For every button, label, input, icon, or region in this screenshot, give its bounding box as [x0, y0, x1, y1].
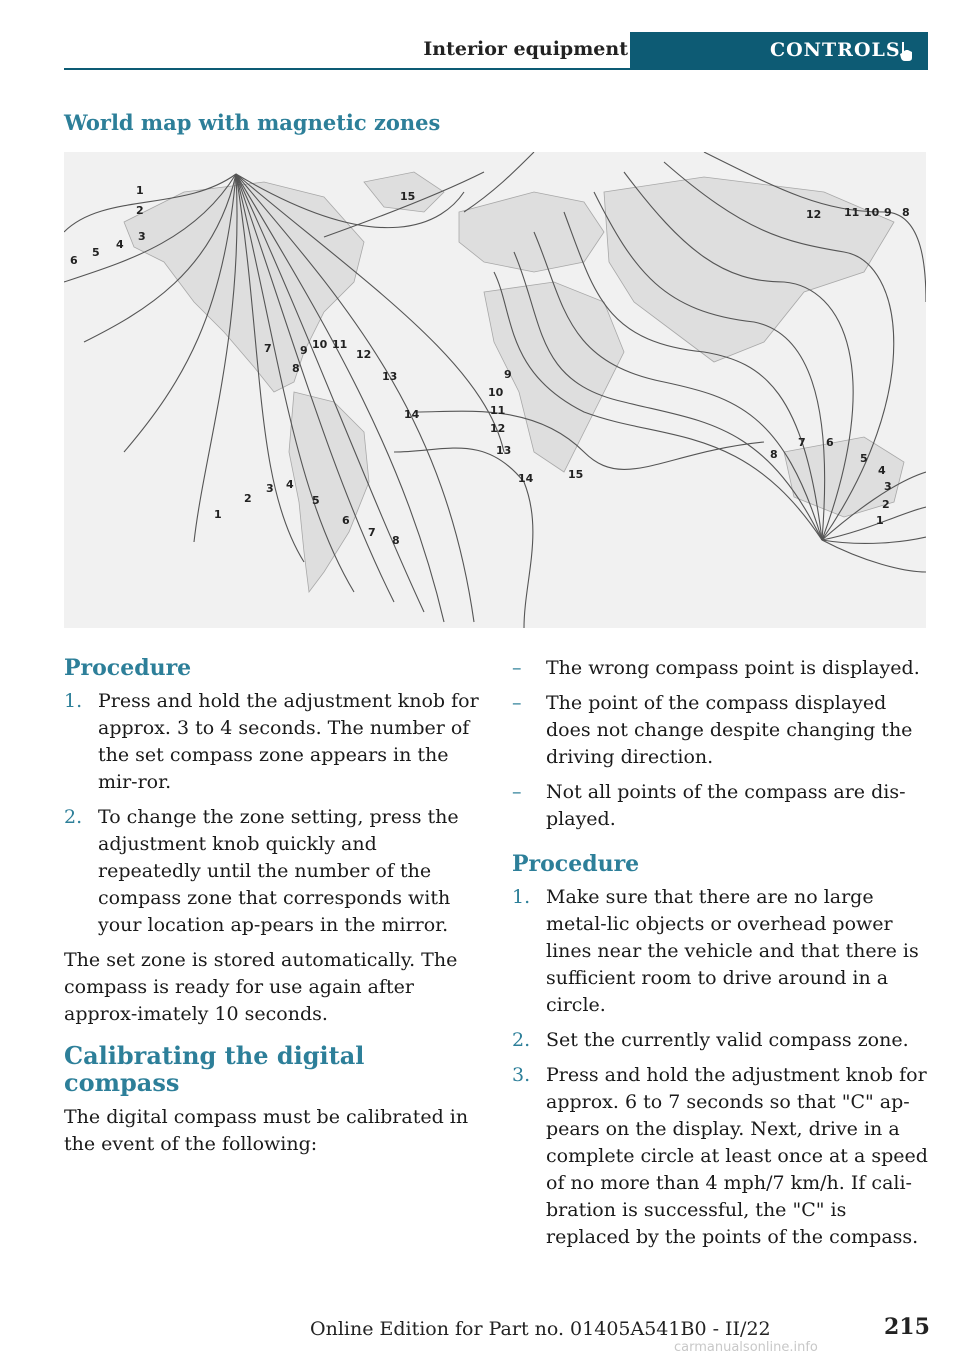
- zone-label: 13: [382, 370, 398, 383]
- zone-label: 14: [404, 408, 420, 421]
- zone-label: 13: [496, 444, 512, 457]
- zone-label: 5: [860, 452, 868, 465]
- dash-mark: –: [512, 781, 522, 803]
- zone-label: 15: [400, 190, 416, 203]
- world-map-figure: [64, 152, 926, 628]
- condition-text: Not all points of the compass are dis‐played.: [546, 781, 906, 830]
- procedure-step: [512, 1062, 930, 1251]
- procedure-heading: Procedure: [512, 851, 640, 877]
- right-column: [512, 655, 930, 1259]
- calibration-condition: [512, 779, 930, 833]
- procedure-heading: Procedure: [64, 655, 192, 681]
- zone-label: 8: [902, 206, 910, 219]
- zone-label: 2: [244, 492, 252, 505]
- page-header: [64, 32, 928, 70]
- zone-label: 8: [292, 362, 300, 375]
- step-number: 1.: [64, 690, 83, 712]
- magnetic-zone-world-map: [64, 152, 926, 628]
- calibrating-intro: The digital compass must be calibrated in the event of the following:: [64, 1106, 469, 1155]
- procedure-step: [64, 804, 482, 939]
- zone-label: 6: [826, 436, 834, 449]
- step-number: 1.: [512, 886, 531, 908]
- zone-label: 8: [392, 534, 400, 547]
- calibrating-heading: Calibrating the digital compass: [64, 1041, 365, 1097]
- zone-label: 4: [286, 478, 294, 491]
- dash-mark: –: [512, 692, 522, 714]
- page-heading: World map with magnetic zones: [64, 110, 441, 135]
- stored-zone-paragraph: The set zone is stored automatically. The compass is ready for use again after approx‐imately 10 seconds.: [64, 949, 458, 1025]
- pointing-hand-icon: [896, 40, 916, 62]
- header-section-title: Interior equipment: [423, 38, 628, 60]
- zone-label: 10: [864, 206, 880, 219]
- step-text: Set the currently valid compass zone.: [546, 1029, 909, 1051]
- zone-label: 1: [214, 508, 222, 521]
- step-number: 2.: [64, 806, 83, 828]
- zone-label: 11: [332, 338, 348, 351]
- zone-label: 4: [116, 238, 124, 251]
- zone-label: 2: [882, 498, 890, 511]
- zone-label: 12: [356, 348, 372, 361]
- header-rule: [64, 68, 928, 70]
- zone-label: 2: [136, 204, 144, 217]
- zone-label: 4: [878, 464, 886, 477]
- zone-label: 9: [300, 344, 308, 357]
- zone-label: 12: [490, 422, 506, 435]
- zone-label: 8: [770, 448, 778, 461]
- procedure-step: [512, 1027, 930, 1054]
- zone-label: 10: [312, 338, 328, 351]
- zone-label: 5: [312, 494, 320, 507]
- zone-label: 1: [876, 514, 884, 527]
- zone-label: 5: [92, 246, 100, 259]
- watermark: carmanualsonline.info: [674, 1340, 818, 1355]
- zone-label: 6: [342, 514, 350, 527]
- zone-label: 7: [264, 342, 272, 355]
- zone-label: 12: [806, 208, 822, 221]
- calibration-condition: [512, 655, 930, 682]
- zone-label: 3: [266, 482, 274, 495]
- footer-edition: Online Edition for Part no. 01405A541B0 - II/22: [310, 1318, 771, 1340]
- zone-label: 11: [844, 206, 860, 219]
- step-text: Press and hold the adjustment knob for approx. 3 to 4 seconds. The number of the set compass zone appears in the mir‐ror.: [98, 690, 479, 793]
- left-column: [64, 655, 482, 1166]
- zone-label: 14: [518, 472, 534, 485]
- condition-text: The wrong compass point is displayed.: [546, 657, 920, 679]
- header-tab-label: CONTROLS: [770, 39, 901, 61]
- step-text: To change the zone setting, press the adjustment knob quickly and repeatedly until the number of the compass zone that corresponds with your location ap‐pears in the mirror.: [98, 806, 459, 936]
- step-number: 2.: [512, 1029, 531, 1051]
- zone-label: 15: [568, 468, 584, 481]
- procedure-step: [64, 688, 482, 796]
- zone-label: 11: [490, 404, 506, 417]
- step-text: Make sure that there are no large metal‐lic objects or overhead power lines near the vehicle and that there is sufficient room to drive around in a circle.: [546, 886, 919, 1016]
- zone-label: 6: [70, 254, 78, 267]
- zone-label: 3: [138, 230, 146, 243]
- zone-label: 7: [368, 526, 376, 539]
- procedure-step: [512, 884, 930, 1019]
- step-text: Press and hold the adjustment knob for approx. 6 to 7 seconds so that "C" ap‐pears on the display. Next, drive in a complete circle at least once at a speed of no more than 4 mph/7 km/h. If cali‐bration is successful, the "C" is replaced by the points of the compass.: [546, 1064, 928, 1248]
- zone-label: 3: [884, 480, 892, 493]
- zone-label: 10: [488, 386, 504, 399]
- zone-label: 1: [136, 184, 144, 197]
- calibration-condition: [512, 690, 930, 771]
- step-number: 3.: [512, 1064, 531, 1086]
- zone-label: 9: [504, 368, 512, 381]
- zone-label: 9: [884, 206, 892, 219]
- dash-mark: –: [512, 657, 522, 679]
- condition-text: The point of the compass displayed does not change despite changing the driving direction.: [546, 692, 913, 768]
- page-number: 215: [884, 1314, 930, 1340]
- header-chapter-tab: [630, 32, 928, 70]
- zone-label: 7: [798, 436, 806, 449]
